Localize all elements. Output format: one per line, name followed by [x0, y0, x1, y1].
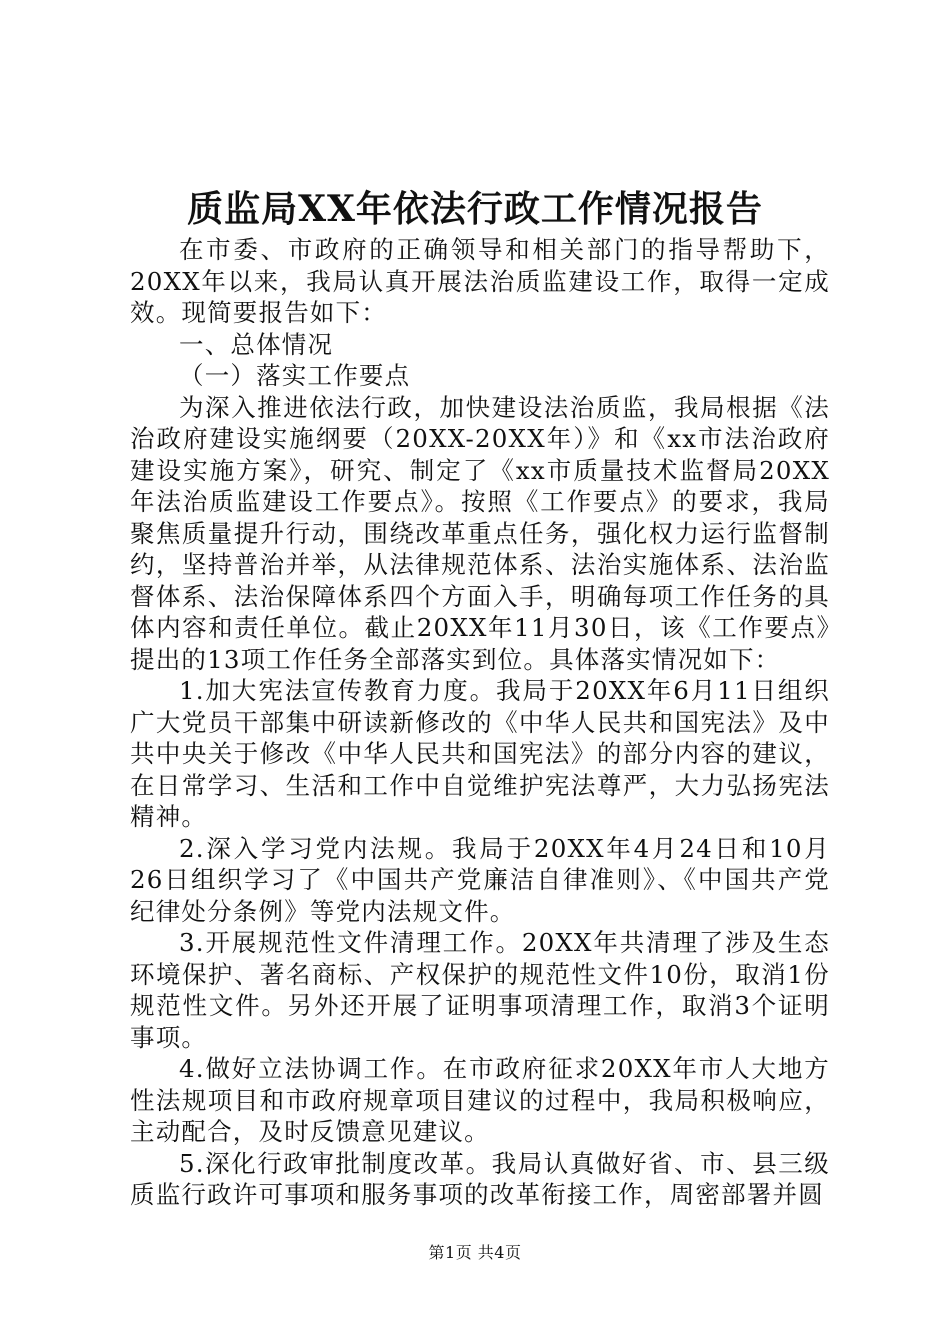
subsection-heading-key-points: （一）落实工作要点	[179, 361, 411, 390]
paragraph-key-points: 为深入推进依法行政，加快建设法治质监，我局根据《法治政府建设实施纲要（20XX-20XX年）》和《xx市法治政府建设实施方案》，研究、制定了《xx市质量技术监督局20XX年法治质监建设工作要点》。按照《工作要点》的要求，我局聚焦质量提升行动，围绕改革重点任务，强化权力运行监督制约，坚持普治并举，从法律规范体系、法治实施体系、法治监督体系、法治保障体系四个方面入手，明确每项工作任务的具体内容和责任单位。截止20XX年11月30日，该《工作要点》提出的13项工作任务全部落实到位。具体落实情况如下：	[130, 392, 830, 674]
paragraph-item-5: 5.深化行政审批制度改革。我局认真做好省、市、县三级质监行政许可事项和服务事项的改革衔接工作，周密部署并圆	[130, 1148, 830, 1209]
paragraph-item-4: 4.做好立法协调工作。在市政府征求20XX年市人大地方性法规项目和市政府规章项目建议的过程中，我局积极响应，主动配合，及时反馈意见建议。	[130, 1054, 830, 1146]
paragraph-item-2: 2.深入学习党内法规。我局于20XX年4月24日和10月26日组织学习了《中国共产党廉洁自律准则》、《中国共产党纪律处分条例》等党内法规文件。	[130, 833, 830, 926]
page-number-footer: 第1页 共4页	[428, 1243, 522, 1262]
paragraph-intro: 在市委、市政府的正确领导和相关部门的指导帮助下，20XX年以来，我局认真开展法治质监建设工作，取得一定成效。现简要报告如下：	[130, 235, 830, 327]
paragraph-item-1: 1.加大宪法宣传教育力度。我局于20XX年6月11日组织广大党员干部集中研读新修改的《中华人民共和国宪法》及中共中央关于修改《中华人民共和国宪法》的部分内容的建议，在日常学习、生活和工作中自觉维护宪法尊严，大力弘扬宪法精神。	[130, 676, 830, 831]
section-heading-overview: 一、总体情况	[179, 329, 334, 359]
paragraph-item-3: 3.开展规范性文件清理工作。20XX年共清理了涉及生态环境保护、著名商标、产权保护的规范性文件10份，取消1份规范性文件。另外还开展了证明事项清理工作，取消3个证明事项。	[130, 928, 830, 1052]
document-title: 质监局XX年依法行政工作情况报告	[187, 188, 763, 230]
document-body	[130, 234, 830, 1211]
